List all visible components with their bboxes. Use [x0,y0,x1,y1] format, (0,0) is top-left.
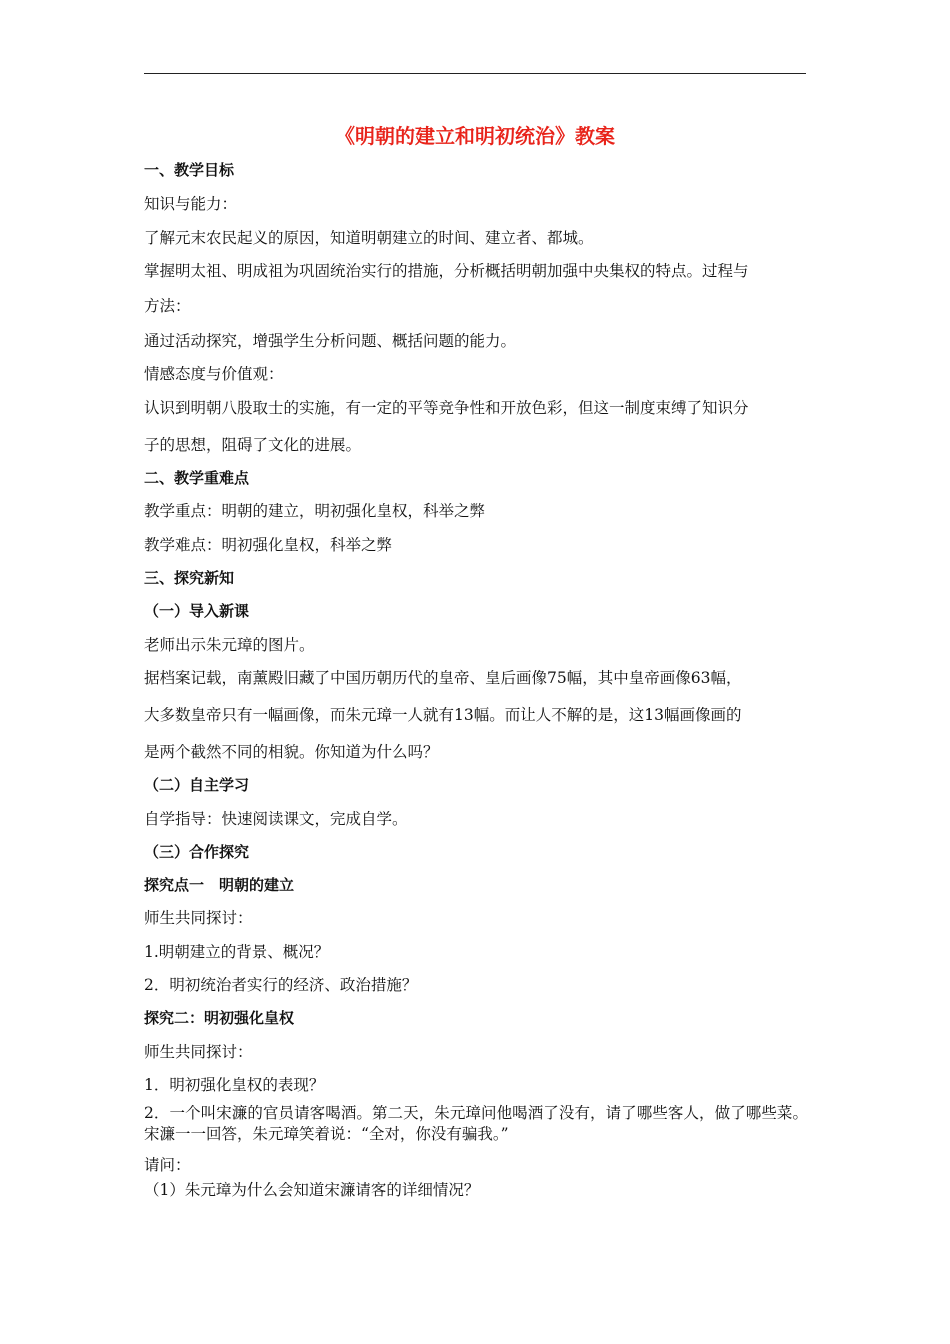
text-line: 通过活动探究，增强学生分析问题、概括问题的能力。 [144,332,517,350]
text-line: 教学重点：明朝的建立，明初强化皇权，科举之弊 [144,502,486,520]
text-line: 请问： [144,1156,191,1174]
text-line: 子的思想，阻碍了文化的进展。 [144,436,362,454]
text-line: 据档案记载，南薰殿旧藏了中国历朝历代的皇帝、皇后画像75幅，其中皇帝画像63幅， [144,669,742,687]
subsection-heading: （二）自主学习 [144,776,250,794]
subsection-heading: 探究点一 明朝的建立 [144,876,295,894]
text-line: 1．明初强化皇权的表现？ [144,1076,325,1094]
text-line: 师生共同探讨： [144,909,253,927]
text-line: 大多数皇帝只有一幅画像，而朱元璋一人就有13幅。而让人不解的是，这13幅画像画的 [144,706,742,724]
text-line: 方法： [144,297,191,315]
text-line: 是两个截然不同的相貌。你知道为什么吗？ [144,743,439,761]
text-line: 1.明朝建立的背景、概况？ [144,943,330,961]
text-line: 老师出示朱元璋的图片。 [144,636,315,654]
text-line: 2．明初统治者实行的经济、政治措施？ [144,976,418,994]
subsection-heading: （三）合作探究 [144,843,250,861]
text-line: 掌握明太祖、明成祖为巩固统治实行的措施，分析概括明朝加强中央集权的特点。过程与 [144,262,749,280]
section-heading: 三、探究新知 [144,569,235,587]
text-line: 情感态度与价值观： [144,365,284,383]
text-line: 了解元末农民起义的原因，知道明朝建立的时间、建立者、都城。 [144,229,594,247]
text-line: （1）朱元璋为什么会知道宋濂请客的详细情况？ [144,1181,480,1199]
text-line: 教学难点：明初强化皇权，科举之弊 [144,536,393,554]
section-heading: 一、教学目标 [144,161,235,179]
text-line: 知识与能力： [144,195,238,213]
text-paragraph: 2．一个叫宋濂的官员请客喝酒。第二天，朱元璋问他喝酒了没有，请了哪些客人，做了哪些菜。宋濂一一回答，朱元璋笑着说：“全对，你没有骗我。” [144,1104,808,1143]
subsection-heading: 探究二：明初强化皇权 [144,1009,295,1027]
header-rule [144,73,806,74]
subsection-heading: （一）导入新课 [144,602,250,620]
text-line: 师生共同探讨： [144,1043,253,1061]
section-heading: 二、教学重难点 [144,469,250,487]
text-line: 认识到明朝八股取士的实施，有一定的平等竞争性和开放色彩，但这一制度束缚了知识分 [144,399,749,417]
document-title: 《明朝的建立和明初统治》教案 [335,124,615,148]
text-line: 自学指导：快速阅读课文，完成自学。 [144,810,408,828]
